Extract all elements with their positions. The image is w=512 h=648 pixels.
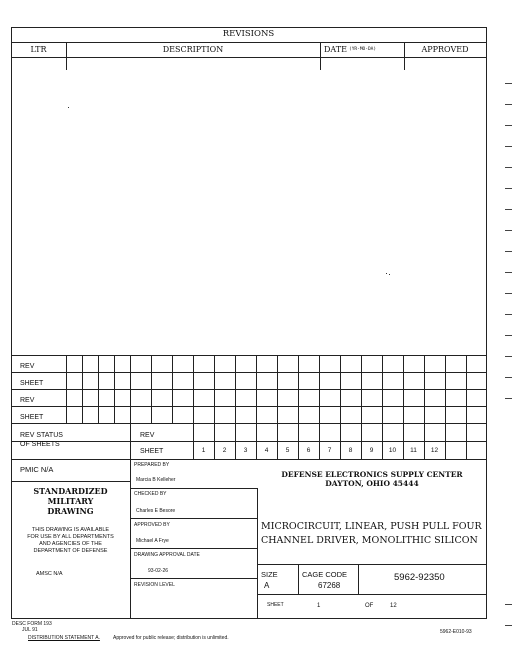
frame-right	[486, 27, 487, 459]
rev-status-rev-label: REV	[140, 432, 155, 439]
scan-speck	[68, 107, 69, 108]
margin-tick	[505, 230, 512, 231]
margin-tick	[505, 625, 512, 626]
sheet-number-2: 2	[222, 447, 227, 454]
grid-row-rule	[130, 441, 486, 442]
scan-speck	[389, 274, 390, 275]
margin-tick	[505, 188, 512, 189]
approved-header: APPROVED	[421, 45, 469, 54]
grid-col-rule	[130, 355, 131, 423]
distribution-text: Approved for public release; distribution is unlimited.	[113, 635, 229, 641]
grid-col-rule	[82, 355, 83, 423]
grid-col-rule	[445, 355, 446, 423]
grid-col-rule	[66, 355, 67, 423]
margin-tick	[505, 209, 512, 210]
cage-code-value: 67268	[318, 581, 341, 590]
margin-tick	[505, 356, 512, 357]
drawing-title-line-1: MICROCIRCUIT, LINEAR, PUSH PULL FOUR	[261, 521, 482, 532]
description-header: DESCRIPTION	[162, 45, 224, 54]
grid-row-rule	[11, 423, 486, 424]
grid-col-rule	[298, 355, 299, 423]
margin-tick	[505, 251, 512, 252]
distribution-label: DISTRIBUTION STATEMENT A.	[28, 635, 100, 641]
title-block-mid-col-rule	[257, 488, 258, 619]
approved-rule	[130, 548, 257, 549]
title-block-left-col-rule	[130, 459, 131, 618]
date-format-header: (YR-MO-DA)	[349, 46, 377, 52]
rev-status-label: REV STATUS OF SHEETS	[20, 432, 63, 448]
amsc-text: AMSC N/A	[36, 571, 63, 577]
approved-by-value: Michael A Frye	[136, 538, 169, 544]
form-number: DESC FORM 193	[12, 621, 52, 627]
grid-col-rule	[235, 355, 236, 423]
checked-by-label: CHECKED BY	[134, 491, 167, 497]
sheet-number-11: 11	[410, 447, 417, 454]
size-col-rule	[298, 564, 299, 594]
document-code: 5962-E010-93	[440, 629, 472, 635]
grid-col-rule	[172, 355, 173, 423]
grid-col-rule	[151, 355, 152, 423]
rev-status-sheet-label: SHEET	[140, 448, 164, 455]
revisions-title: REVISIONS	[222, 29, 275, 39]
margin-tick	[505, 104, 512, 105]
grid-col-rule	[445, 423, 446, 459]
sheet-number-9: 9	[369, 447, 374, 454]
revisions-header-rule	[11, 57, 486, 58]
grid-col-rule	[277, 355, 278, 423]
sheet-value: 1	[317, 603, 321, 609]
margin-tick	[505, 335, 512, 336]
approval-date-label: DRAWING APPROVAL DATE	[134, 552, 200, 558]
cage-col-rule	[358, 564, 359, 594]
grid-col-rule	[403, 355, 404, 423]
size-label: SIZE	[261, 570, 278, 579]
approval-date-value: 93-02-26	[148, 568, 169, 574]
date-header: DATE	[324, 45, 347, 54]
sheet-of-label: OF	[365, 603, 374, 609]
approval-date-rule	[130, 578, 257, 579]
margin-tick	[505, 125, 512, 126]
date-col-rule	[320, 42, 321, 70]
grid-col-rule	[214, 355, 215, 423]
agency-location: DAYTON, OHIO 45444	[325, 479, 419, 488]
grid-col-rule	[319, 355, 320, 423]
prepared-by-label: PREPARED BY	[134, 462, 170, 468]
sheet-block-top-rule	[257, 594, 486, 595]
size-block-top-rule	[257, 564, 486, 565]
grid-col-rule	[130, 423, 131, 459]
margin-tick	[505, 293, 512, 294]
prepared-rule	[130, 488, 257, 489]
margin-tick	[505, 314, 512, 315]
revisions-title-rule	[11, 42, 486, 43]
sheet-number-4: 4	[264, 447, 269, 454]
margin-tick	[505, 83, 512, 84]
drawing-number: 5962-92350	[394, 572, 445, 583]
rev-row-1-label: REV	[20, 363, 35, 370]
title-block-bottom	[11, 618, 487, 619]
sheet-number-5: 5	[285, 447, 290, 454]
margin-tick	[505, 146, 512, 147]
grid-col-rule	[256, 355, 257, 423]
sheet-number-8: 8	[348, 447, 353, 454]
sheet-total: 12	[390, 603, 397, 609]
frame-left	[11, 27, 12, 459]
sheet-number-6: 6	[306, 447, 311, 454]
grid-col-rule	[193, 355, 194, 423]
sheet-row-2-label: SHEET	[20, 414, 44, 421]
margin-tick	[505, 167, 512, 168]
size-value: A	[264, 581, 270, 590]
title-block-top	[11, 459, 486, 460]
sheet-number-10: 10	[388, 447, 397, 454]
grid-col-rule	[424, 355, 425, 423]
revision-level-label: REVISION LEVEL	[134, 582, 175, 588]
grid-col-rule	[340, 355, 341, 423]
ltr-header: LTR	[30, 45, 47, 54]
pmic-text: PMIC N/A	[20, 465, 54, 474]
sheet-row-1-label: SHEET	[20, 380, 44, 387]
checked-by-value: Charles E Besore	[136, 508, 176, 514]
standardized-military-drawing: STANDARDIZED MILITARY DRAWING	[33, 486, 108, 516]
agency-name: DEFENSE ELECTRONICS SUPPLY CENTER	[281, 470, 463, 479]
margin-tick	[505, 604, 512, 605]
prepared-by-value: Marcia B Kelleher	[136, 477, 176, 483]
sheet-number-7: 7	[327, 447, 332, 454]
sheet-number-3: 3	[243, 447, 248, 454]
approved-by-label: APPROVED BY	[134, 522, 170, 528]
frame-top	[11, 27, 486, 28]
form-date: JUL 91	[22, 627, 38, 633]
margin-tick	[505, 377, 512, 378]
sheet-number-12: 12	[430, 447, 439, 454]
grid-col-rule	[466, 423, 467, 459]
pmic-rule	[11, 481, 130, 482]
grid-col-rule	[98, 355, 99, 423]
sheet-label: SHEET	[267, 602, 284, 608]
rev-row-2-label: REV	[20, 397, 35, 404]
checked-rule	[130, 518, 257, 519]
sheet-number-1: 1	[201, 447, 206, 454]
grid-col-rule	[382, 355, 383, 423]
scan-speck	[386, 273, 387, 274]
grid-col-rule	[466, 355, 467, 423]
cage-code-label: CAGE CODE	[302, 570, 348, 579]
margin-tick	[505, 398, 512, 399]
availability-statement: THIS DRAWING IS AVAILABLE FOR USE BY ALL DEPARTMENTS AND AGENCIES OF THE DEPARTMENT OF DEFENSE	[27, 527, 114, 554]
title-block-right	[486, 459, 487, 619]
drawing-title-line-2: CHANNEL DRIVER, MONOLITHIC SILICON	[261, 535, 478, 546]
grid-col-rule	[114, 355, 115, 423]
grid-col-rule	[361, 355, 362, 423]
margin-tick	[505, 272, 512, 273]
